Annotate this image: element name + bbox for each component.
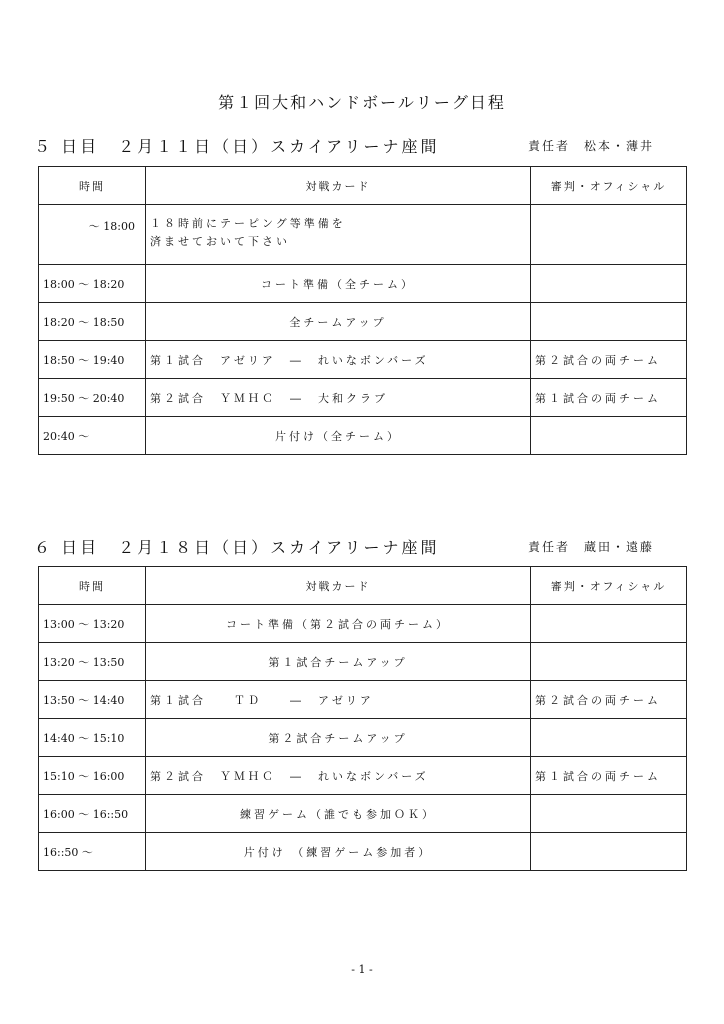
page-number: - 1 - — [351, 963, 373, 976]
row-match: 片付け （練習ゲーム参加者） — [146, 833, 531, 871]
table-row — [39, 681, 687, 719]
table-row — [39, 205, 687, 265]
row-time: 18:50 ～ 19:40 — [39, 341, 146, 379]
header-match: 対戦カード — [146, 567, 531, 605]
row-ref: 第２試合の両チーム — [531, 681, 687, 719]
row-ref: 第１試合の両チーム — [531, 379, 687, 417]
table-row — [39, 643, 687, 681]
row-match: 第１試合 アゼリア ― れいなボンバーズ — [146, 341, 531, 379]
header-time: 時間 — [39, 167, 146, 205]
row-time: 14:40 ～ 15:10 — [39, 719, 146, 757]
row-match: コート準備（第２試合の両チーム） — [146, 605, 531, 643]
row-ref — [531, 643, 687, 681]
row-time: 15:10 ～ 16:00 — [39, 757, 146, 795]
row-time: 16::50 ～ — [39, 833, 146, 871]
table-row — [39, 833, 687, 871]
day6-header — [34, 535, 694, 559]
row-match: 第２試合チームアップ — [146, 719, 531, 757]
table-row — [39, 795, 687, 833]
table-row — [39, 417, 687, 455]
table-header-row — [39, 167, 687, 205]
table-row — [39, 265, 687, 303]
header-ref: 審判・オフィシャル — [531, 167, 687, 205]
row-time: 18:20 ～ 18:50 — [39, 303, 146, 341]
row-time: 16:00 ～ 16::50 — [39, 795, 146, 833]
day6-schedule-table — [38, 566, 687, 871]
table-header-row — [39, 567, 687, 605]
header-time: 時間 — [39, 567, 146, 605]
table-row — [39, 757, 687, 795]
row-match: 全チームアップ — [146, 303, 531, 341]
table-row — [39, 605, 687, 643]
table-row — [39, 303, 687, 341]
header-ref: 審判・オフィシャル — [531, 567, 687, 605]
row-ref — [531, 205, 687, 265]
row-ref — [531, 303, 687, 341]
table-row — [39, 379, 687, 417]
table-row — [39, 719, 687, 757]
header-match: 対戦カード — [146, 167, 531, 205]
row-ref — [531, 265, 687, 303]
day5-manager: 責任者 松本・薄井 — [527, 139, 654, 153]
row-match: 第２試合 ＹＭＨＣ ― 大和クラブ — [146, 379, 531, 417]
day6-manager: 責任者 蔵田・遠藤 — [527, 540, 654, 554]
row-ref: 第１試合の両チーム — [531, 757, 687, 795]
row-time: 20:40 ～ — [39, 417, 146, 455]
day5-header — [34, 134, 694, 158]
row-time: 13:50 ～ 14:40 — [39, 681, 146, 719]
row-ref — [531, 417, 687, 455]
row-time: 13:20 ～ 13:50 — [39, 643, 146, 681]
row-match: 第１試合 ＴＤ ― アゼリア — [146, 681, 531, 719]
document-title: 第１回大和ハンドボールリーグ日程 — [218, 93, 506, 112]
row-match-text: １８時前にテーピング等準備を 済ませておいて下さい — [150, 217, 346, 248]
table-row — [39, 341, 687, 379]
row-ref — [531, 605, 687, 643]
row-time: 13:00 ～ 13:20 — [39, 605, 146, 643]
day5-schedule-table — [38, 166, 687, 455]
row-match: 片付け（全チーム） — [146, 417, 531, 455]
row-match: 練習ゲーム（誰でも参加ＯＫ） — [146, 795, 531, 833]
row-match: 第１試合チームアップ — [146, 643, 531, 681]
row-ref — [531, 795, 687, 833]
row-time: 18:00 ～ 18:20 — [39, 265, 146, 303]
row-time: 19:50 ～ 20:40 — [39, 379, 146, 417]
row-time: ～ 18:00 — [39, 205, 146, 265]
row-ref — [531, 833, 687, 871]
day6-heading: ６ 日目 ２月１８日（日）スカイアリーナ座間 — [34, 538, 440, 557]
row-match: 第２試合 ＹＭＨＣ ― れいなボンバーズ — [146, 757, 531, 795]
day5-heading: ５ 日目 ２月１１日（日）スカイアリーナ座間 — [34, 137, 440, 156]
row-match: コート準備（全チーム） — [146, 265, 531, 303]
row-ref: 第２試合の両チーム — [531, 341, 687, 379]
row-ref — [531, 719, 687, 757]
row-match — [146, 205, 531, 265]
